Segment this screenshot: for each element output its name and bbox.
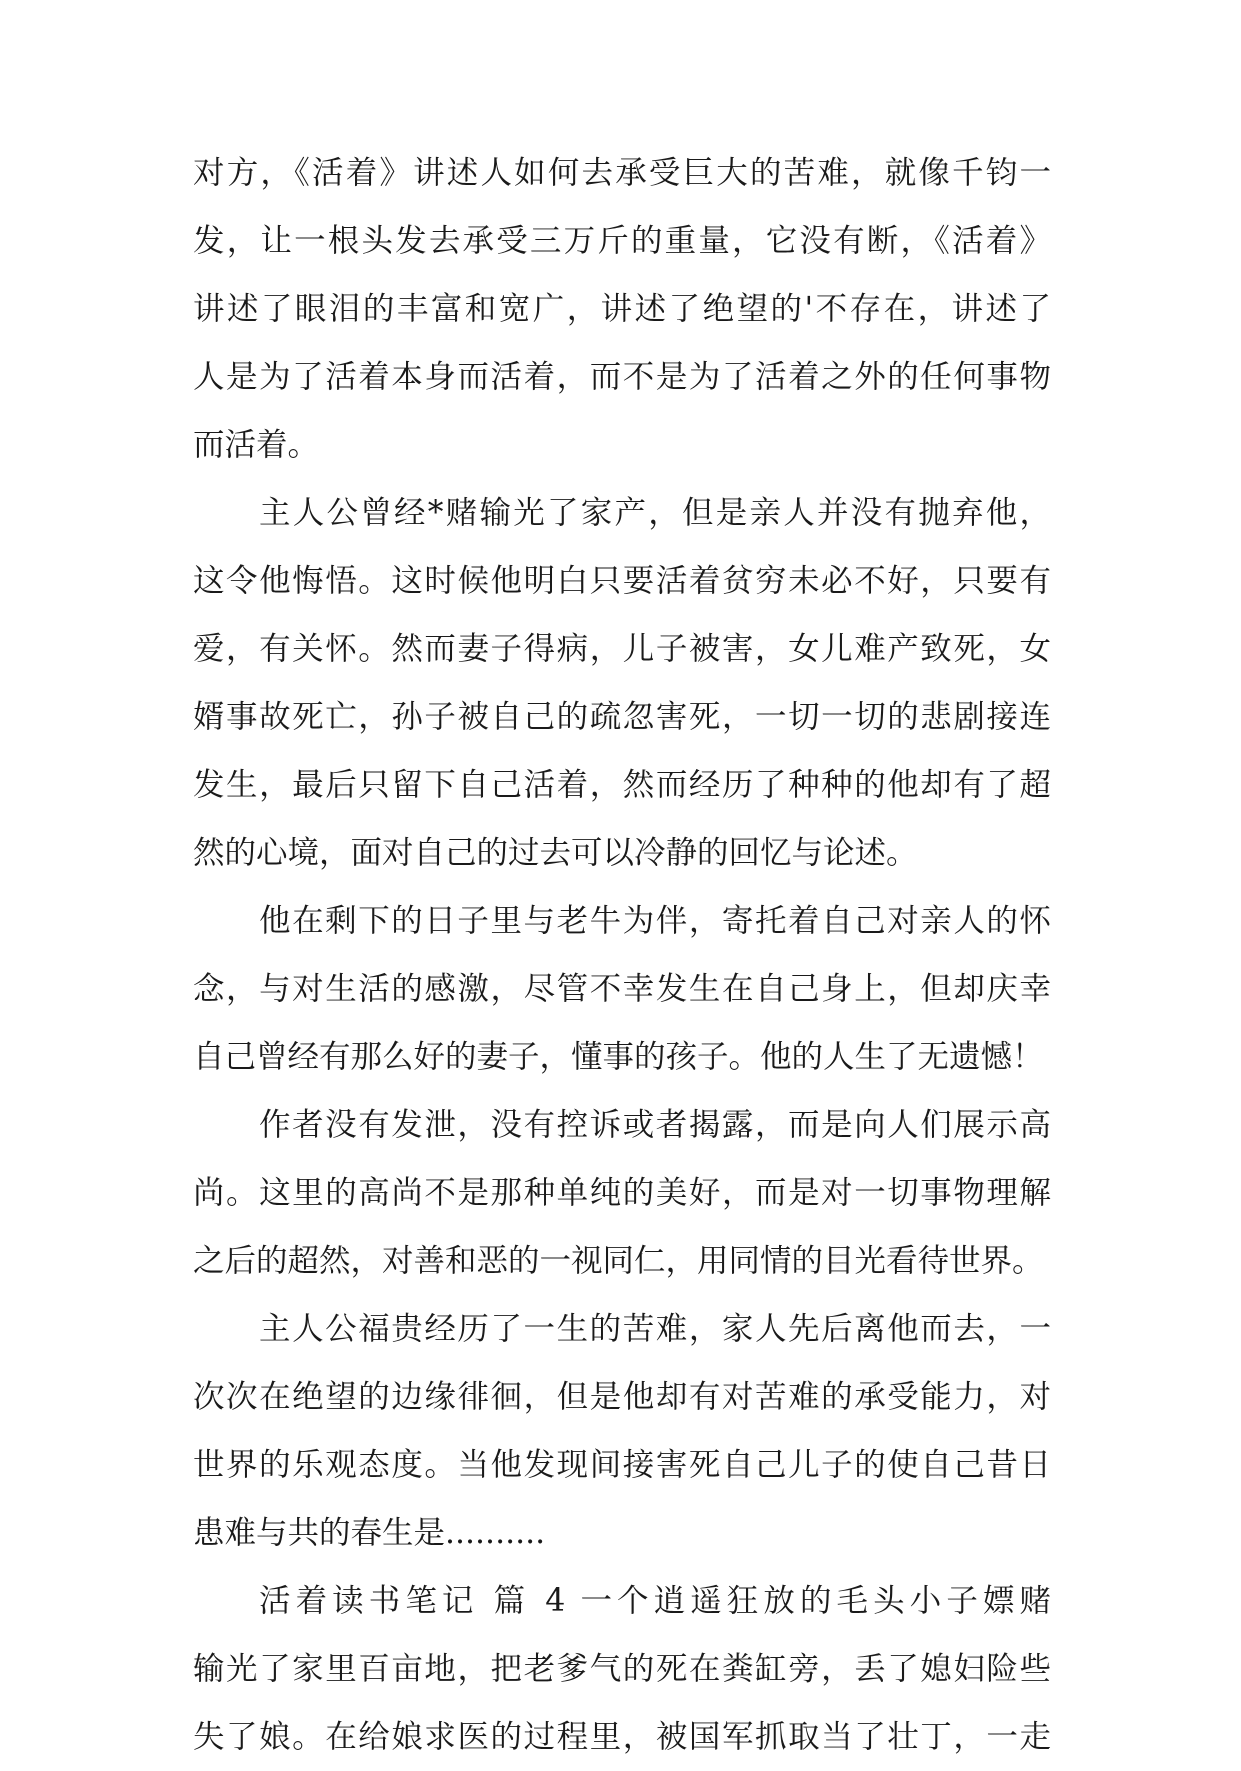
text-line: 主人公曾经*赌输光了家产，但是亲人并没有抛弃他， xyxy=(259,495,1051,531)
text-line: 尚。这里的高尚不是那种单纯的美好，而是对一切事物理解 xyxy=(193,1175,1051,1211)
text-line: 爱，有关怀。然而妻子得病，儿子被害，女儿难产致死，女 xyxy=(193,631,1051,667)
text-line: 然的心境，面对自己的过去可以冷静的回忆与论述。 xyxy=(193,835,918,871)
text-line: 婿事故死亡，孙子被自己的疏忽害死，一切一切的悲剧接连 xyxy=(193,699,1051,735)
text-line: 对方，《活着》讲述人如何去承受巨大的苦难，就像千钧一 xyxy=(193,155,1051,191)
body-text xyxy=(193,139,1051,1771)
text-line: 自己曾经有那么好的妻子，懂事的孩子。他的人生了无遗憾！ xyxy=(193,1039,1044,1075)
text-line: 人是为了活着本身而活着，而不是为了活着之外的任何事物 xyxy=(193,359,1051,395)
text-line: 发生，最后只留下自己活着，然而经历了种种的他却有了超 xyxy=(193,767,1051,803)
text-line: 患难与共的春生是.......... xyxy=(193,1515,546,1551)
text-line: 他在剩下的日子里与老牛为伴，寄托着自己对亲人的怀 xyxy=(259,903,1051,939)
text-line: 失了娘。在给娘求医的过程里，被国军抓取当了壮丁，一走 xyxy=(193,1719,1051,1755)
text-line: 发，让一根头发去承受三万斤的重量，它没有断，《活着》 xyxy=(193,223,1051,259)
text-line: 主人公福贵经历了一生的苦难，家人先后离他而去，一 xyxy=(259,1311,1051,1347)
text-line: 活着读书笔记 篇 4 一个逍遥狂放的毛头小子嫖赌 xyxy=(259,1583,1051,1619)
text-line: 这令他悔悟。这时候他明白只要活着贫穷未必不好，只要有 xyxy=(193,563,1051,599)
text-line: 作者没有发泄，没有控诉或者揭露，而是向人们展示高 xyxy=(259,1107,1051,1143)
text-line: 念，与对生活的感激，尽管不幸发生在自己身上，但却庆幸 xyxy=(193,971,1051,1007)
text-line: 次次在绝望的边缘徘徊，但是他却有对苦难的承受能力，对 xyxy=(193,1379,1051,1415)
text-line: 之后的超然，对善和恶的一视同仁，用同情的目光看待世界。 xyxy=(193,1243,1044,1279)
text-line: 讲述了眼泪的丰富和宽广，讲述了绝望的'不存在，讲述了 xyxy=(193,291,1051,327)
text-line: 输光了家里百亩地，把老爹气的死在粪缸旁，丢了媳妇险些 xyxy=(193,1651,1051,1687)
text-line: 而活着。 xyxy=(193,427,320,463)
text-line: 世界的乐观态度。当他发现间接害死自己儿子的使自己昔日 xyxy=(193,1447,1051,1483)
